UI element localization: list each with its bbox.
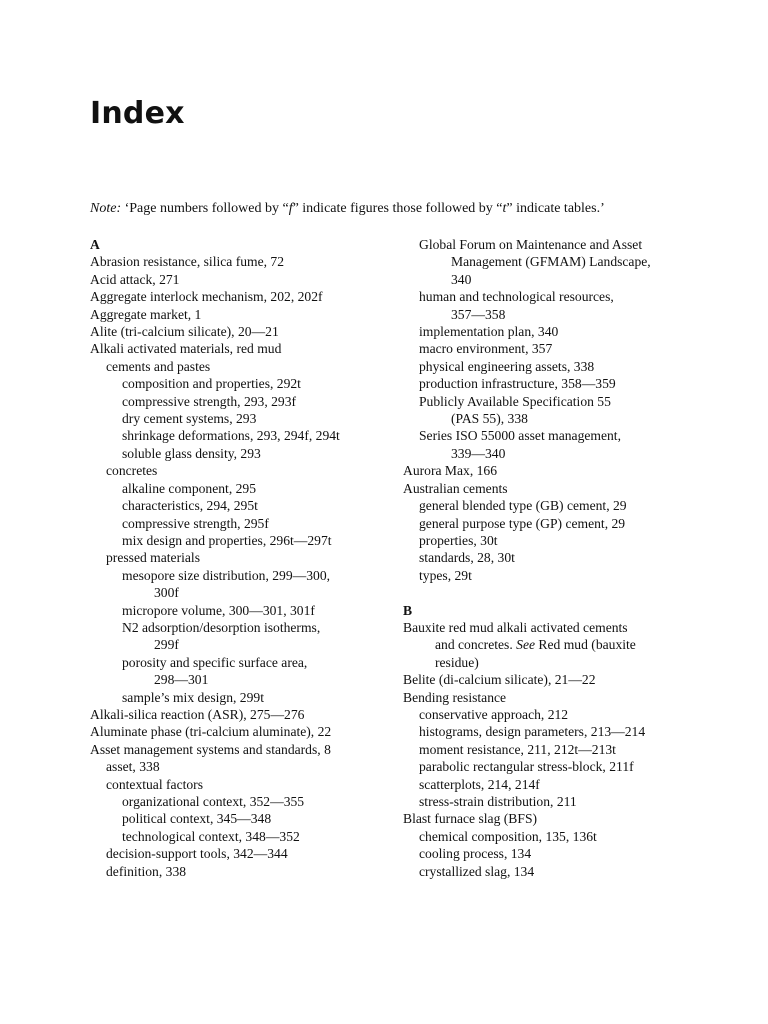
index-subentry bbox=[403, 706, 703, 723]
see-reference: See bbox=[516, 637, 536, 653]
index-subentry bbox=[403, 358, 703, 375]
index-entry bbox=[90, 306, 390, 323]
index-subentry bbox=[403, 828, 703, 845]
entry-text: Alkali activated materials, red mud bbox=[90, 341, 282, 357]
entry-text: dry cement systems, 293 bbox=[122, 411, 257, 427]
index-subentry bbox=[90, 532, 390, 549]
entry-text: general blended type (GB) cement, 29 bbox=[419, 498, 627, 514]
index-subentry bbox=[90, 689, 390, 706]
note-text-1: ‘Page numbers followed by “ bbox=[121, 201, 289, 216]
entry-text: Publicly Available Specification 55 bbox=[419, 393, 611, 409]
page-title: Index bbox=[90, 96, 185, 131]
entry-text: implementation plan, 340 bbox=[419, 324, 559, 340]
entry-text: porosity and specific surface area, bbox=[122, 654, 308, 670]
index-entry bbox=[403, 810, 703, 827]
entry-text: soluble glass density, 293 bbox=[122, 445, 261, 461]
index-subentry bbox=[403, 776, 703, 793]
index-entry bbox=[90, 271, 390, 288]
index-entry bbox=[90, 253, 390, 270]
index-subentry bbox=[90, 845, 390, 862]
index-entry bbox=[403, 462, 703, 479]
entry-text: Abrasion resistance, silica fume, 72 bbox=[90, 254, 285, 270]
entry-text: 357—358 bbox=[451, 306, 506, 322]
entry-text: Aggregate market, 1 bbox=[90, 306, 202, 322]
entry-text: histograms, design parameters, 213—214 bbox=[419, 724, 646, 740]
entry-text: Bending resistance bbox=[403, 689, 507, 705]
entry-text: general purpose type (GP) cement, 29 bbox=[419, 515, 626, 531]
note-f: f bbox=[288, 201, 293, 216]
index-subentry bbox=[403, 567, 703, 584]
entry-text: Alkali-silica reaction (ASR), 275—276 bbox=[90, 706, 305, 722]
entry-text: technological context, 348—352 bbox=[122, 828, 300, 844]
entry-text: micropore volume, 300—301, 301f bbox=[122, 602, 315, 618]
index-entry-continuation bbox=[403, 654, 703, 671]
index-subentry bbox=[403, 723, 703, 740]
entry-text: asset, 338 bbox=[106, 759, 160, 775]
entry-text: standards, 28, 30t bbox=[419, 550, 515, 566]
note-t: t bbox=[502, 201, 507, 216]
index-subentry bbox=[90, 497, 390, 514]
entry-text: decision-support tools, 342—344 bbox=[106, 846, 288, 862]
entry-text: pressed materials bbox=[106, 550, 200, 566]
entry-text: B bbox=[403, 602, 413, 618]
index-subentry bbox=[403, 497, 703, 514]
index-entry-continuation bbox=[403, 306, 703, 323]
index-subentry bbox=[90, 828, 390, 845]
index-subentry bbox=[90, 654, 390, 671]
index-subentry bbox=[403, 375, 703, 392]
entry-text: organizational context, 352—355 bbox=[122, 794, 305, 809]
entry-text: composition and properties, 292t bbox=[122, 376, 301, 392]
entry-text: N2 adsorption/desorption isotherms, bbox=[122, 619, 321, 635]
index-subentry bbox=[403, 741, 703, 758]
index-subentry bbox=[90, 776, 390, 793]
index-subentry bbox=[403, 863, 703, 880]
entry-text: 340 bbox=[451, 271, 472, 287]
entry-text: cooling process, 134 bbox=[419, 846, 532, 862]
section-letter bbox=[403, 602, 703, 619]
index-subentry bbox=[90, 863, 390, 880]
index-entry-continuation bbox=[403, 253, 703, 270]
entry-text: A bbox=[90, 237, 100, 252]
entry-text: Australian cements bbox=[403, 480, 508, 496]
entry-text: human and technological resources, bbox=[419, 289, 614, 305]
entry-text: Blast furnace slag (BFS) bbox=[403, 811, 538, 827]
entry-text: and concretes. bbox=[435, 637, 517, 653]
entry-text: Series ISO 55000 asset management, bbox=[419, 428, 621, 444]
index-entry-continuation bbox=[403, 271, 703, 288]
note-text-2: ” indicate figures those followed by “ bbox=[292, 201, 503, 216]
index-subentry bbox=[90, 619, 390, 636]
index-subentry bbox=[403, 793, 703, 810]
index-note bbox=[90, 200, 710, 217]
index-subentry bbox=[403, 532, 703, 549]
index-subentry bbox=[403, 288, 703, 305]
index-entry bbox=[90, 288, 390, 305]
index-entry bbox=[90, 723, 390, 740]
entry-text: moment resistance, 211, 212t—213t bbox=[419, 741, 616, 757]
index-subentry bbox=[403, 340, 703, 357]
entry-text: alkaline component, 295 bbox=[122, 480, 257, 496]
entry-text: production infrastructure, 358—359 bbox=[419, 376, 616, 392]
index-entry-continuation bbox=[90, 636, 390, 653]
index-entry bbox=[403, 671, 703, 688]
index-subentry bbox=[90, 462, 390, 479]
entry-text: stress-strain distribution, 211 bbox=[419, 793, 577, 809]
entry-text: cements and pastes bbox=[106, 358, 211, 374]
index-entry bbox=[90, 323, 390, 340]
entry-text: mesopore size distribution, 299—300, bbox=[122, 567, 331, 583]
entry-text: scatterplots, 214, 214f bbox=[419, 776, 540, 792]
index-subentry bbox=[403, 427, 703, 444]
entry-text: characteristics, 294, 295t bbox=[122, 498, 258, 514]
entry-text: Management (GFMAM) Landscape, bbox=[451, 254, 651, 270]
entry-text: Asset management systems and standards, 8 bbox=[90, 741, 331, 757]
entry-text: Bauxite red mud alkali activated cements bbox=[403, 619, 628, 635]
index-entry bbox=[90, 706, 390, 723]
index-subentry bbox=[90, 567, 390, 584]
entry-text: 298—301 bbox=[154, 672, 209, 688]
entry-text: macro environment, 357 bbox=[419, 341, 553, 357]
entry-text: Aggregate interlock mechanism, 202, 202f bbox=[90, 289, 323, 305]
index-subentry bbox=[90, 515, 390, 532]
index-subentry bbox=[90, 549, 390, 566]
entry-text: political context, 345—348 bbox=[122, 811, 272, 827]
entry-text: sample’s mix design, 299t bbox=[122, 689, 264, 705]
entry-text: mix design and properties, 296t—297t bbox=[122, 532, 332, 548]
index-entry bbox=[403, 619, 703, 636]
index-subentry bbox=[90, 375, 390, 392]
entry-text: Global Forum on Maintenance and Asset bbox=[419, 237, 643, 252]
section-gap bbox=[403, 584, 703, 601]
entry-text: shrinkage deformations, 293, 294f, 294t bbox=[122, 428, 340, 444]
entry-text: 299f bbox=[154, 637, 179, 653]
index-subentry bbox=[90, 393, 390, 410]
index-subentry bbox=[403, 236, 703, 253]
entry-text: contextual factors bbox=[106, 776, 204, 792]
index-subentry bbox=[90, 602, 390, 619]
index-entry-continuation bbox=[403, 636, 703, 653]
index-entry bbox=[90, 741, 390, 758]
index-subentry bbox=[90, 810, 390, 827]
entry-text: compressive strength, 293, 293f bbox=[122, 393, 297, 409]
entry-text: parabolic rectangular stress-block, 211f bbox=[419, 759, 634, 775]
index-subentry bbox=[403, 549, 703, 566]
entry-text: Acid attack, 271 bbox=[90, 271, 180, 287]
index-entry-continuation bbox=[403, 445, 703, 462]
entry-text: Belite (di-calcium silicate), 21—22 bbox=[403, 672, 596, 688]
index-subentry bbox=[403, 323, 703, 340]
entry-text: definition, 338 bbox=[106, 863, 187, 879]
entry-text: (PAS 55), 338 bbox=[451, 411, 528, 427]
index-subentry bbox=[90, 480, 390, 497]
entry-text: Aluminate phase (tri-calcium aluminate), 22 bbox=[90, 724, 332, 740]
index-column-right bbox=[403, 236, 703, 880]
note-text-3: ” indicate tables.’ bbox=[506, 201, 605, 216]
index-entry bbox=[403, 480, 703, 497]
index-subentry bbox=[403, 393, 703, 410]
entry-text: concretes bbox=[106, 463, 158, 479]
entry-text: Aurora Max, 166 bbox=[403, 463, 498, 479]
entry-text: conservative approach, 212 bbox=[419, 706, 569, 722]
entry-text: crystallized slag, 134 bbox=[419, 863, 535, 879]
index-subentry bbox=[403, 845, 703, 862]
index-entry-continuation bbox=[90, 671, 390, 688]
note-label: Note: bbox=[90, 201, 122, 216]
entry-text-after: Red mud (bauxite bbox=[535, 637, 636, 653]
entry-text: compressive strength, 295f bbox=[122, 515, 269, 531]
entry-text: physical engineering assets, 338 bbox=[419, 358, 595, 374]
section-letter bbox=[90, 236, 390, 253]
entry-text: 300f bbox=[154, 585, 179, 601]
index-entry-continuation bbox=[403, 410, 703, 427]
index-subentry bbox=[403, 758, 703, 775]
entry-text: residue) bbox=[435, 654, 479, 670]
entry-text: 339—340 bbox=[451, 445, 506, 461]
index-entry bbox=[90, 340, 390, 357]
index-subentry bbox=[90, 427, 390, 444]
index-subentry bbox=[90, 358, 390, 375]
index-subentry bbox=[90, 793, 390, 810]
index-column-left bbox=[90, 236, 390, 880]
entry-text: properties, 30t bbox=[419, 532, 498, 548]
index-subentry bbox=[90, 410, 390, 427]
index-subentry bbox=[90, 758, 390, 775]
entry-text: chemical composition, 135, 136t bbox=[419, 828, 597, 844]
index-subentry bbox=[403, 515, 703, 532]
index-entry bbox=[403, 689, 703, 706]
entry-text: Alite (tri-calcium silicate), 20—21 bbox=[90, 324, 279, 340]
index-subentry bbox=[90, 445, 390, 462]
index-entry-continuation bbox=[90, 584, 390, 601]
entry-text: types, 29t bbox=[419, 567, 472, 583]
